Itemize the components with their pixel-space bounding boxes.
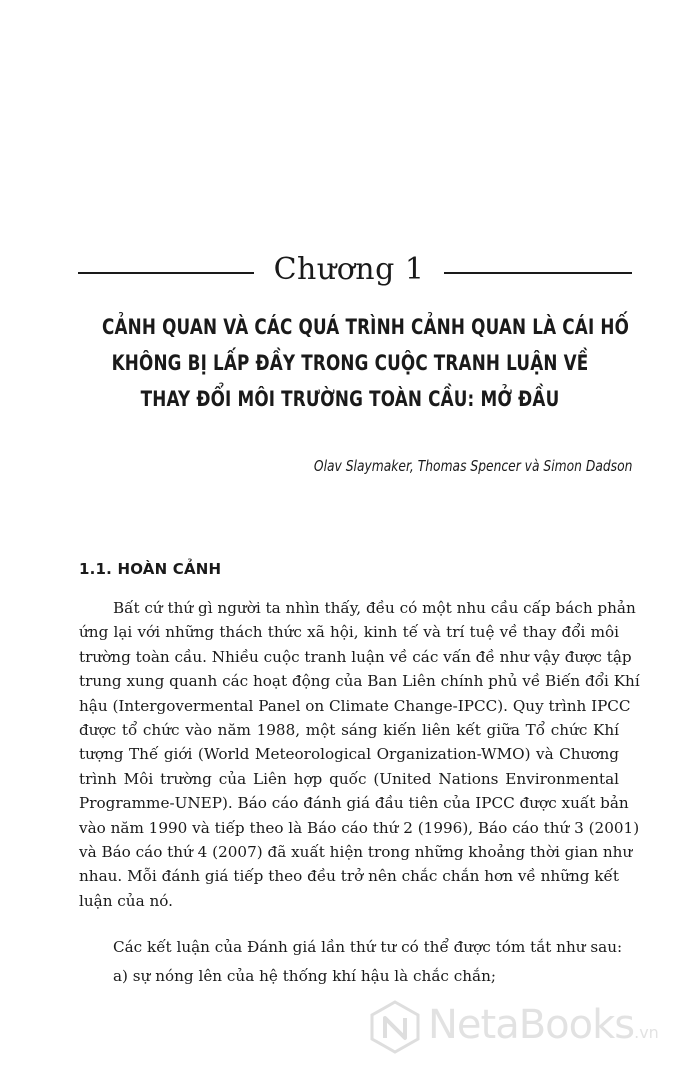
- paragraph-2: Các kết luận của Đánh giá lần thứ tư có thể được tóm tắt như sau:: [113, 938, 623, 956]
- watermark-suffix: .vn: [634, 1023, 659, 1042]
- paragraph-line: hậu (Intergovermental Panel on Climate Change-IPCC). Quy trình IPCC: [79, 696, 631, 715]
- paragraph-line: trung xung quanh các hoạt động của Ban Liên chính phủ về Biến đổi Khí: [79, 672, 640, 691]
- paragraph-1: [79, 596, 640, 913]
- chapter-title: [40, 309, 660, 417]
- watermark-text: [428, 1002, 659, 1048]
- chapter-title-line: KHÔNG BỊ LẤP ĐẦY TRONG CUỘC TRANH LUẬN VỀ: [111, 351, 589, 375]
- paragraph-line: Programme-UNEP). Báo cáo đánh giá đầu tiên của IPCC được xuất bản: [79, 794, 629, 813]
- paragraph-line: và Báo cáo thứ 4 (2007) đã xuất hiện trong những khoảng thời gian như: [79, 843, 633, 862]
- chapter-header: [78, 250, 632, 290]
- paragraph-line: nhau. Mỗi đánh giá tiếp theo đều trở nên chắc chắn hơn về những kết: [79, 867, 619, 886]
- chapter-title-line: CẢNH QUAN VÀ CÁC QUÁ TRÌNH CẢNH QUAN LÀ CÁI HỐ: [102, 315, 630, 339]
- chapter-title-line: THAY ĐỔI MÔI TRƯỜNG TOÀN CẦU: MỞ ĐẦU: [140, 387, 560, 411]
- authors: Olav Slaymaker, Thomas Spencer và Simon Dadson: [313, 457, 632, 475]
- chapter-label: Chương 1: [273, 252, 425, 287]
- paragraph-line: trình Môi trường của Liên hợp quốc (United Nations Environmental: [79, 769, 619, 788]
- paragraph-line: tượng Thế giới (World Meteorological Organization-WMO) và Chương: [79, 745, 619, 764]
- paragraph-line: trường toàn cầu. Nhiều cuộc tranh luận về các vấn đề như vậy được tập: [79, 647, 632, 666]
- section-heading: 1.1. HOÀN CẢNH: [79, 560, 222, 578]
- paragraph-line: Bất cứ thứ gì người ta nhìn thấy, đều có một nhu cầu cấp bách phản: [113, 599, 636, 617]
- paragraph-line: vào năm 1990 và tiếp theo là Báo cáo thứ 2 (1996), Báo cáo thứ 3 (2001): [79, 818, 640, 837]
- watermark-brand: NetaBooks: [428, 1002, 635, 1048]
- watermark: [368, 998, 698, 1058]
- netabooks-logo-icon: [368, 1000, 422, 1054]
- paragraph-line: luận của nó.: [79, 891, 173, 910]
- paragraph-line: ứng lại với những thách thức xã hội, kinh tế và trí tuệ về thay đổi môi: [79, 623, 619, 642]
- paragraph-line: được tổ chức vào năm 1988, một sáng kiến liên kết giữa Tổ chức Khí: [79, 721, 619, 740]
- right-rule: [444, 272, 632, 274]
- list-item-a: a) sự nóng lên của hệ thống khí hậu là chắc chắn;: [113, 967, 496, 985]
- left-rule: [78, 272, 254, 274]
